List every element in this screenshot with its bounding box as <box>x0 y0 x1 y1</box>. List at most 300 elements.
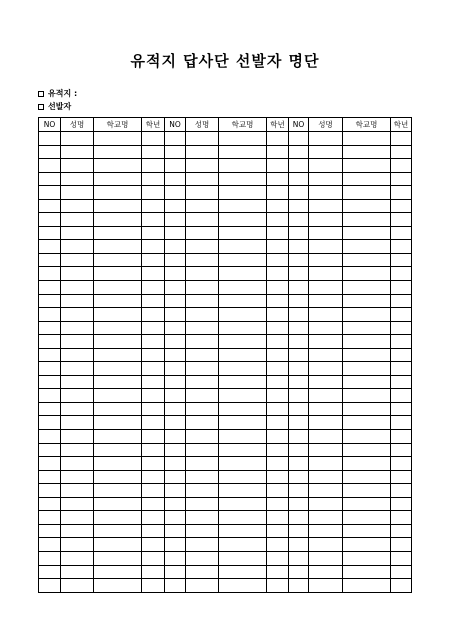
table-cell[interactable] <box>165 308 186 322</box>
table-cell[interactable] <box>289 335 309 349</box>
table-cell[interactable] <box>39 240 61 254</box>
table-cell[interactable] <box>39 308 61 322</box>
table-cell[interactable] <box>219 443 267 457</box>
table-cell[interactable] <box>289 565 309 579</box>
table-cell[interactable] <box>186 335 219 349</box>
table-cell[interactable] <box>186 484 219 498</box>
table-cell[interactable] <box>39 281 61 295</box>
table-cell[interactable] <box>186 213 219 227</box>
table-cell[interactable] <box>309 294 343 308</box>
table-cell[interactable] <box>343 457 391 471</box>
table-cell[interactable] <box>289 294 309 308</box>
table-cell[interactable] <box>142 348 165 362</box>
table-cell[interactable] <box>142 430 165 444</box>
table-cell[interactable] <box>94 389 142 403</box>
table-cell[interactable] <box>165 375 186 389</box>
table-cell[interactable] <box>142 159 165 173</box>
table-cell[interactable] <box>219 524 267 538</box>
table-cell[interactable] <box>309 186 343 200</box>
table-cell[interactable] <box>39 579 61 593</box>
table-cell[interactable] <box>186 159 219 173</box>
table-cell[interactable] <box>219 253 267 267</box>
table-cell[interactable] <box>142 524 165 538</box>
table-cell[interactable] <box>165 348 186 362</box>
table-cell[interactable] <box>309 565 343 579</box>
table-cell[interactable] <box>186 430 219 444</box>
table-cell[interactable] <box>343 145 391 159</box>
table-cell[interactable] <box>186 348 219 362</box>
table-cell[interactable] <box>142 321 165 335</box>
table-cell[interactable] <box>61 443 94 457</box>
table-cell[interactable] <box>309 321 343 335</box>
table-cell[interactable] <box>219 335 267 349</box>
table-cell[interactable] <box>39 321 61 335</box>
table-cell[interactable] <box>219 267 267 281</box>
table-cell[interactable] <box>61 267 94 281</box>
table-cell[interactable] <box>289 240 309 254</box>
table-cell[interactable] <box>309 281 343 295</box>
table-cell[interactable] <box>309 457 343 471</box>
table-cell[interactable] <box>309 430 343 444</box>
table-cell[interactable] <box>39 335 61 349</box>
table-cell[interactable] <box>142 281 165 295</box>
table-cell[interactable] <box>391 565 412 579</box>
table-cell[interactable] <box>39 172 61 186</box>
table-cell[interactable] <box>343 484 391 498</box>
table-cell[interactable] <box>94 240 142 254</box>
table-cell[interactable] <box>165 497 186 511</box>
table-cell[interactable] <box>289 551 309 565</box>
table-cell[interactable] <box>94 186 142 200</box>
table-cell[interactable] <box>219 511 267 525</box>
table-cell[interactable] <box>61 511 94 525</box>
table-cell[interactable] <box>142 538 165 552</box>
table-cell[interactable] <box>186 132 219 146</box>
table-cell[interactable] <box>343 253 391 267</box>
table-cell[interactable] <box>309 551 343 565</box>
table-cell[interactable] <box>219 375 267 389</box>
table-cell[interactable] <box>186 565 219 579</box>
table-cell[interactable] <box>309 253 343 267</box>
table-cell[interactable] <box>391 132 412 146</box>
table-cell[interactable] <box>142 267 165 281</box>
table-cell[interactable] <box>343 551 391 565</box>
table-cell[interactable] <box>142 402 165 416</box>
table-cell[interactable] <box>343 199 391 213</box>
table-cell[interactable] <box>165 281 186 295</box>
table-cell[interactable] <box>219 240 267 254</box>
table-cell[interactable] <box>309 132 343 146</box>
table-cell[interactable] <box>391 240 412 254</box>
table-cell[interactable] <box>165 172 186 186</box>
table-cell[interactable] <box>186 199 219 213</box>
table-cell[interactable] <box>39 416 61 430</box>
table-cell[interactable] <box>289 430 309 444</box>
table-cell[interactable] <box>267 497 289 511</box>
table-cell[interactable] <box>94 348 142 362</box>
table-cell[interactable] <box>343 335 391 349</box>
table-cell[interactable] <box>61 457 94 471</box>
table-cell[interactable] <box>289 186 309 200</box>
table-cell[interactable] <box>343 416 391 430</box>
table-cell[interactable] <box>165 226 186 240</box>
table-cell[interactable] <box>186 253 219 267</box>
table-cell[interactable] <box>39 430 61 444</box>
table-cell[interactable] <box>142 253 165 267</box>
table-cell[interactable] <box>267 226 289 240</box>
table-cell[interactable] <box>391 226 412 240</box>
table-cell[interactable] <box>165 565 186 579</box>
table-cell[interactable] <box>391 199 412 213</box>
table-cell[interactable] <box>61 172 94 186</box>
table-cell[interactable] <box>94 321 142 335</box>
table-cell[interactable] <box>39 213 61 227</box>
table-cell[interactable] <box>165 362 186 376</box>
table-cell[interactable] <box>391 308 412 322</box>
table-cell[interactable] <box>61 375 94 389</box>
table-cell[interactable] <box>309 348 343 362</box>
table-cell[interactable] <box>142 565 165 579</box>
table-cell[interactable] <box>267 430 289 444</box>
table-cell[interactable] <box>219 565 267 579</box>
table-cell[interactable] <box>267 348 289 362</box>
table-cell[interactable] <box>165 416 186 430</box>
table-cell[interactable] <box>219 497 267 511</box>
table-cell[interactable] <box>39 457 61 471</box>
table-cell[interactable] <box>309 145 343 159</box>
table-cell[interactable] <box>94 497 142 511</box>
table-cell[interactable] <box>267 186 289 200</box>
table-cell[interactable] <box>186 226 219 240</box>
table-cell[interactable] <box>391 484 412 498</box>
table-cell[interactable] <box>94 579 142 593</box>
table-cell[interactable] <box>94 511 142 525</box>
table-cell[interactable] <box>391 579 412 593</box>
table-cell[interactable] <box>186 416 219 430</box>
table-cell[interactable] <box>219 213 267 227</box>
table-cell[interactable] <box>165 145 186 159</box>
table-cell[interactable] <box>142 375 165 389</box>
table-cell[interactable] <box>94 484 142 498</box>
table-cell[interactable] <box>61 308 94 322</box>
table-cell[interactable] <box>94 443 142 457</box>
table-cell[interactable] <box>391 470 412 484</box>
table-cell[interactable] <box>39 551 61 565</box>
table-cell[interactable] <box>343 375 391 389</box>
table-cell[interactable] <box>219 402 267 416</box>
table-cell[interactable] <box>39 253 61 267</box>
table-cell[interactable] <box>61 416 94 430</box>
table-cell[interactable] <box>343 565 391 579</box>
table-cell[interactable] <box>289 348 309 362</box>
table-cell[interactable] <box>61 538 94 552</box>
table-cell[interactable] <box>219 294 267 308</box>
table-cell[interactable] <box>94 457 142 471</box>
table-cell[interactable] <box>391 538 412 552</box>
table-cell[interactable] <box>309 484 343 498</box>
table-cell[interactable] <box>186 538 219 552</box>
table-cell[interactable] <box>391 186 412 200</box>
table-cell[interactable] <box>267 538 289 552</box>
table-cell[interactable] <box>61 497 94 511</box>
table-cell[interactable] <box>343 362 391 376</box>
table-cell[interactable] <box>219 430 267 444</box>
table-cell[interactable] <box>165 267 186 281</box>
table-cell[interactable] <box>267 240 289 254</box>
table-cell[interactable] <box>343 538 391 552</box>
table-cell[interactable] <box>343 240 391 254</box>
table-cell[interactable] <box>186 375 219 389</box>
table-cell[interactable] <box>343 579 391 593</box>
table-cell[interactable] <box>142 511 165 525</box>
table-cell[interactable] <box>39 226 61 240</box>
table-cell[interactable] <box>94 551 142 565</box>
table-cell[interactable] <box>309 226 343 240</box>
table-cell[interactable] <box>289 281 309 295</box>
table-cell[interactable] <box>142 213 165 227</box>
table-cell[interactable] <box>391 159 412 173</box>
table-cell[interactable] <box>391 267 412 281</box>
table-cell[interactable] <box>61 470 94 484</box>
table-cell[interactable] <box>309 470 343 484</box>
table-cell[interactable] <box>343 511 391 525</box>
table-cell[interactable] <box>61 159 94 173</box>
table-cell[interactable] <box>142 457 165 471</box>
table-cell[interactable] <box>61 145 94 159</box>
table-cell[interactable] <box>391 430 412 444</box>
table-cell[interactable] <box>39 470 61 484</box>
table-cell[interactable] <box>289 199 309 213</box>
table-cell[interactable] <box>61 389 94 403</box>
table-cell[interactable] <box>165 484 186 498</box>
table-cell[interactable] <box>267 159 289 173</box>
table-cell[interactable] <box>343 443 391 457</box>
table-cell[interactable] <box>186 321 219 335</box>
table-cell[interactable] <box>343 186 391 200</box>
table-cell[interactable] <box>219 362 267 376</box>
table-cell[interactable] <box>267 253 289 267</box>
table-cell[interactable] <box>391 443 412 457</box>
table-cell[interactable] <box>343 348 391 362</box>
table-cell[interactable] <box>391 497 412 511</box>
table-cell[interactable] <box>343 172 391 186</box>
table-cell[interactable] <box>165 199 186 213</box>
table-cell[interactable] <box>165 132 186 146</box>
table-cell[interactable] <box>165 253 186 267</box>
table-cell[interactable] <box>391 551 412 565</box>
table-cell[interactable] <box>94 362 142 376</box>
table-cell[interactable] <box>289 389 309 403</box>
table-cell[interactable] <box>289 132 309 146</box>
table-cell[interactable] <box>309 267 343 281</box>
table-cell[interactable] <box>142 145 165 159</box>
table-cell[interactable] <box>289 308 309 322</box>
table-cell[interactable] <box>219 172 267 186</box>
table-cell[interactable] <box>309 538 343 552</box>
table-cell[interactable] <box>267 416 289 430</box>
table-cell[interactable] <box>219 484 267 498</box>
table-cell[interactable] <box>289 145 309 159</box>
table-cell[interactable] <box>219 199 267 213</box>
table-cell[interactable] <box>267 281 289 295</box>
table-cell[interactable] <box>94 213 142 227</box>
table-cell[interactable] <box>186 457 219 471</box>
table-cell[interactable] <box>61 213 94 227</box>
table-cell[interactable] <box>39 565 61 579</box>
table-cell[interactable] <box>289 416 309 430</box>
table-cell[interactable] <box>61 335 94 349</box>
table-cell[interactable] <box>142 484 165 498</box>
table-cell[interactable] <box>186 281 219 295</box>
table-cell[interactable] <box>343 389 391 403</box>
table-cell[interactable] <box>391 457 412 471</box>
table-cell[interactable] <box>391 335 412 349</box>
table-cell[interactable] <box>94 524 142 538</box>
table-cell[interactable] <box>39 348 61 362</box>
table-cell[interactable] <box>391 294 412 308</box>
table-cell[interactable] <box>289 267 309 281</box>
table-cell[interactable] <box>391 145 412 159</box>
table-cell[interactable] <box>61 484 94 498</box>
table-cell[interactable] <box>219 132 267 146</box>
table-cell[interactable] <box>343 294 391 308</box>
table-cell[interactable] <box>343 497 391 511</box>
table-cell[interactable] <box>391 402 412 416</box>
table-cell[interactable] <box>142 308 165 322</box>
table-cell[interactable] <box>289 470 309 484</box>
table-cell[interactable] <box>61 579 94 593</box>
table-cell[interactable] <box>61 524 94 538</box>
table-cell[interactable] <box>165 402 186 416</box>
table-cell[interactable] <box>142 199 165 213</box>
table-cell[interactable] <box>165 511 186 525</box>
table-cell[interactable] <box>186 308 219 322</box>
table-cell[interactable] <box>267 524 289 538</box>
table-cell[interactable] <box>61 321 94 335</box>
table-cell[interactable] <box>391 348 412 362</box>
table-cell[interactable] <box>343 524 391 538</box>
table-cell[interactable] <box>94 335 142 349</box>
table-cell[interactable] <box>94 145 142 159</box>
table-cell[interactable] <box>61 294 94 308</box>
table-cell[interactable] <box>219 389 267 403</box>
table-cell[interactable] <box>165 335 186 349</box>
table-cell[interactable] <box>267 470 289 484</box>
table-cell[interactable] <box>219 457 267 471</box>
table-cell[interactable] <box>142 226 165 240</box>
table-cell[interactable] <box>186 294 219 308</box>
table-cell[interactable] <box>219 416 267 430</box>
table-cell[interactable] <box>142 294 165 308</box>
table-cell[interactable] <box>61 132 94 146</box>
table-cell[interactable] <box>267 443 289 457</box>
table-cell[interactable] <box>219 538 267 552</box>
table-cell[interactable] <box>267 294 289 308</box>
table-cell[interactable] <box>309 389 343 403</box>
table-cell[interactable] <box>391 511 412 525</box>
table-cell[interactable] <box>309 172 343 186</box>
table-cell[interactable] <box>267 199 289 213</box>
table-cell[interactable] <box>267 551 289 565</box>
table-cell[interactable] <box>94 172 142 186</box>
table-cell[interactable] <box>61 240 94 254</box>
table-cell[interactable] <box>39 199 61 213</box>
table-cell[interactable] <box>343 132 391 146</box>
table-cell[interactable] <box>289 226 309 240</box>
table-cell[interactable] <box>289 362 309 376</box>
table-cell[interactable] <box>309 159 343 173</box>
table-cell[interactable] <box>61 199 94 213</box>
table-cell[interactable] <box>39 538 61 552</box>
table-cell[interactable] <box>391 281 412 295</box>
table-cell[interactable] <box>267 579 289 593</box>
table-cell[interactable] <box>186 145 219 159</box>
table-cell[interactable] <box>94 375 142 389</box>
table-cell[interactable] <box>267 511 289 525</box>
table-cell[interactable] <box>186 267 219 281</box>
table-cell[interactable] <box>186 172 219 186</box>
table-cell[interactable] <box>39 132 61 146</box>
table-cell[interactable] <box>142 362 165 376</box>
table-cell[interactable] <box>39 443 61 457</box>
table-cell[interactable] <box>219 186 267 200</box>
table-cell[interactable] <box>186 389 219 403</box>
table-cell[interactable] <box>219 348 267 362</box>
table-cell[interactable] <box>142 551 165 565</box>
table-cell[interactable] <box>39 511 61 525</box>
table-cell[interactable] <box>391 524 412 538</box>
table-cell[interactable] <box>165 389 186 403</box>
table-cell[interactable] <box>165 579 186 593</box>
table-cell[interactable] <box>165 186 186 200</box>
table-cell[interactable] <box>165 240 186 254</box>
table-cell[interactable] <box>186 362 219 376</box>
table-cell[interactable] <box>219 281 267 295</box>
table-cell[interactable] <box>186 497 219 511</box>
table-cell[interactable] <box>39 497 61 511</box>
table-cell[interactable] <box>267 321 289 335</box>
table-cell[interactable] <box>94 253 142 267</box>
table-cell[interactable] <box>391 375 412 389</box>
table-cell[interactable] <box>142 497 165 511</box>
table-cell[interactable] <box>61 348 94 362</box>
table-cell[interactable] <box>94 281 142 295</box>
table-cell[interactable] <box>165 321 186 335</box>
table-cell[interactable] <box>343 430 391 444</box>
table-cell[interactable] <box>289 443 309 457</box>
table-cell[interactable] <box>61 186 94 200</box>
table-cell[interactable] <box>39 524 61 538</box>
table-cell[interactable] <box>343 226 391 240</box>
table-cell[interactable] <box>343 267 391 281</box>
table-cell[interactable] <box>39 402 61 416</box>
table-cell[interactable] <box>267 565 289 579</box>
table-cell[interactable] <box>39 362 61 376</box>
table-cell[interactable] <box>61 402 94 416</box>
table-cell[interactable] <box>186 240 219 254</box>
table-cell[interactable] <box>309 199 343 213</box>
table-cell[interactable] <box>289 375 309 389</box>
table-cell[interactable] <box>267 389 289 403</box>
table-cell[interactable] <box>142 470 165 484</box>
table-cell[interactable] <box>289 524 309 538</box>
table-cell[interactable] <box>309 416 343 430</box>
table-cell[interactable] <box>165 538 186 552</box>
table-cell[interactable] <box>343 159 391 173</box>
table-cell[interactable] <box>94 402 142 416</box>
table-cell[interactable] <box>61 565 94 579</box>
table-cell[interactable] <box>165 294 186 308</box>
